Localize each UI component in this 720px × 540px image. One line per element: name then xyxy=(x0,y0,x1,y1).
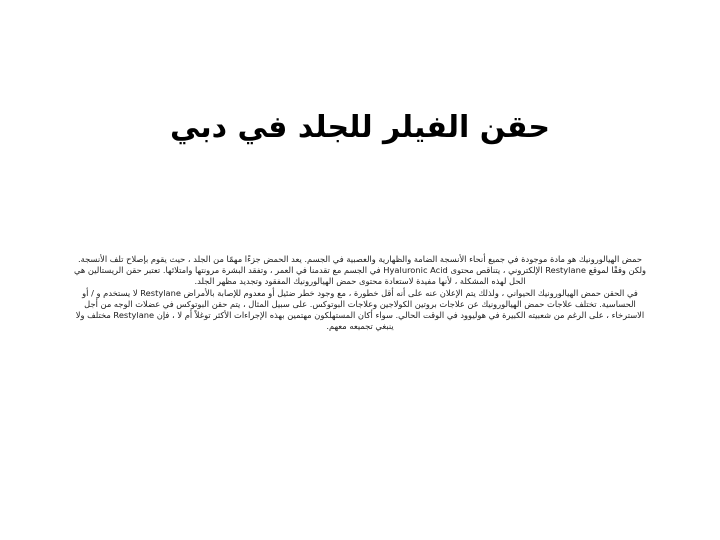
slide-body xyxy=(74,254,646,332)
slide-title: حقن الفيلر للجلد في دبي xyxy=(170,110,550,145)
body-paragraph: حمض الهيالورونيك هو مادة موجودة في جميع أنحاء الأنسجة الضامة والظهارية والعصبية في الجسم. يعد الحمض جزءًا مهمًا من الجلد ، حيث يقوم بإصلاح تلف الأنسجة. ولكن وفقًا لموقع Restylane الإلكتروني ، يتناقص محتوى Hyaluronic Acid في الجسم مع تقدمنا في العمر ، وتفقد البشرة مرونتها وامتلائها. تعتبر حقن الريستالين هي الحل لهذه المشكلة ، لأنها مفيدة لاستعادة محتوى حمض الهيالورونيك المفقود وتجديد مظهر الجلد. xyxy=(73,254,646,287)
body-paragraph: في الحقن حمض الهيالورونيك الحيواني ، ولذلك يتم الإعلان عنه على أنه أقل خطورة ، مع وجود خطر ضئيل أو معدوم للإصابة بالأمراض Restylane لا يستخدم و / أو الحساسية. تختلف علاجات حمض الهيالورونيك عن علاجات بروتين الكولاجين وعلاجات البوتوكس. على سبيل المثال ، يتم حقن البوتوكس في عضلات الوجه من أجل الاسترخاء ، على الرغم من شعبيته الكبيرة في هوليوود في الوقت الحالي. سواء أكان المستهلكون مهتمين بهذه الإجراءات الأكثر توغلاً أم لا ، فإن Restylane مختلف ولا ينبغي تجميعه معهم. xyxy=(75,287,645,332)
